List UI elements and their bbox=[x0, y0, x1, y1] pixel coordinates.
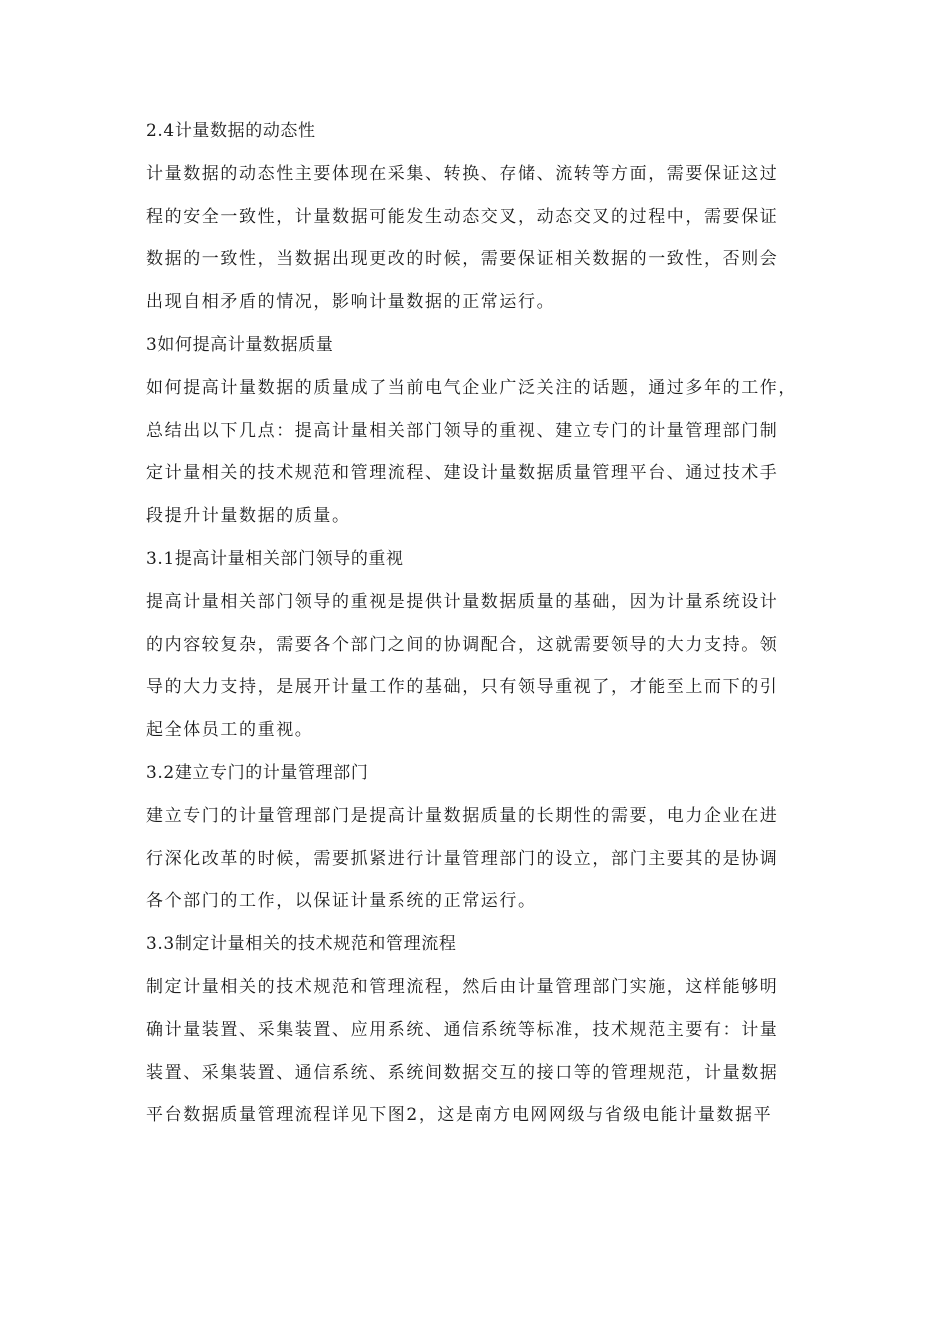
paragraph-line: 行深化改革的时候，需要抓紧进行计量管理部门的设立，部门主要其的是协调 bbox=[146, 848, 779, 869]
section-heading-3-1: 3.1提高计量相关部门领导的重视 bbox=[146, 548, 404, 569]
paragraph-line: 段提升计量数据的质量。 bbox=[146, 506, 351, 527]
paragraph-line: 的内容较复杂，需要各个部门之间的协调配合，这就需要领导的大力支持。领 bbox=[146, 634, 779, 655]
paragraph-line: 总结出以下几点：提高计量相关部门领导的重视、建立专门的计量管理部门制 bbox=[146, 420, 779, 441]
section-heading-2-4: 2.4计量数据的动态性 bbox=[146, 121, 316, 141]
paragraph-line: 提高计量相关部门领导的重视是提供计量数据质量的基础，因为计量系统设计 bbox=[146, 591, 779, 612]
paragraph-line: 计量数据的动态性主要体现在采集、转换、存储、流转等方面，需要保证这过 bbox=[146, 163, 779, 184]
document-body bbox=[146, 110, 806, 1137]
paragraph-line: 建立专门的计量管理部门是提高计量数据质量的长期性的需要，电力企业在进 bbox=[146, 805, 779, 826]
section-heading-3: 3如何提高计量数据质量 bbox=[146, 334, 334, 355]
paragraph-line: 平台数据质量管理流程详见下图2，这是南方电网网级与省级电能计量数据平 bbox=[146, 1105, 773, 1126]
paragraph-line: 程的安全一致性，计量数据可能发生动态交叉，动态交叉的过程中，需要保证 bbox=[146, 206, 779, 227]
paragraph-line: 如何提高计量数据的质量成了当前电气企业广泛关注的话题，通过多年的工作， bbox=[146, 377, 797, 398]
paragraph-line: 各个部门的工作，以保证计量系统的正常运行。 bbox=[146, 891, 537, 912]
paragraph-line: 定计量相关的技术规范和管理流程、建设计量数据质量管理平台、通过技术手 bbox=[146, 463, 779, 484]
paragraph-line: 出现自相矛盾的情况，影响计量数据的正常运行。 bbox=[146, 292, 556, 313]
paragraph-line: 确计量装置、采集装置、应用系统、通信系统等标准，技术规范主要有：计量 bbox=[146, 1019, 779, 1040]
paragraph-line: 装置、采集装置、通信系统、系统间数据交互的接口等的管理规范，计量数据 bbox=[146, 1062, 779, 1083]
paragraph-line: 制定计量相关的技术规范和管理流程，然后由计量管理部门实施，这样能够明 bbox=[146, 976, 779, 997]
paragraph-line: 数据的一致性，当数据出现更改的时候，需要保证相关数据的一致性，否则会 bbox=[146, 249, 779, 270]
section-heading-3-2: 3.2建立专门的计量管理部门 bbox=[146, 762, 369, 783]
paragraph-line: 导的大力支持，是展开计量工作的基础，只有领导重视了，才能至上而下的引 bbox=[146, 677, 779, 698]
section-heading-3-3: 3.3制定计量相关的技术规范和管理流程 bbox=[146, 934, 457, 955]
paragraph-line: 起全体员工的重视。 bbox=[146, 720, 314, 741]
